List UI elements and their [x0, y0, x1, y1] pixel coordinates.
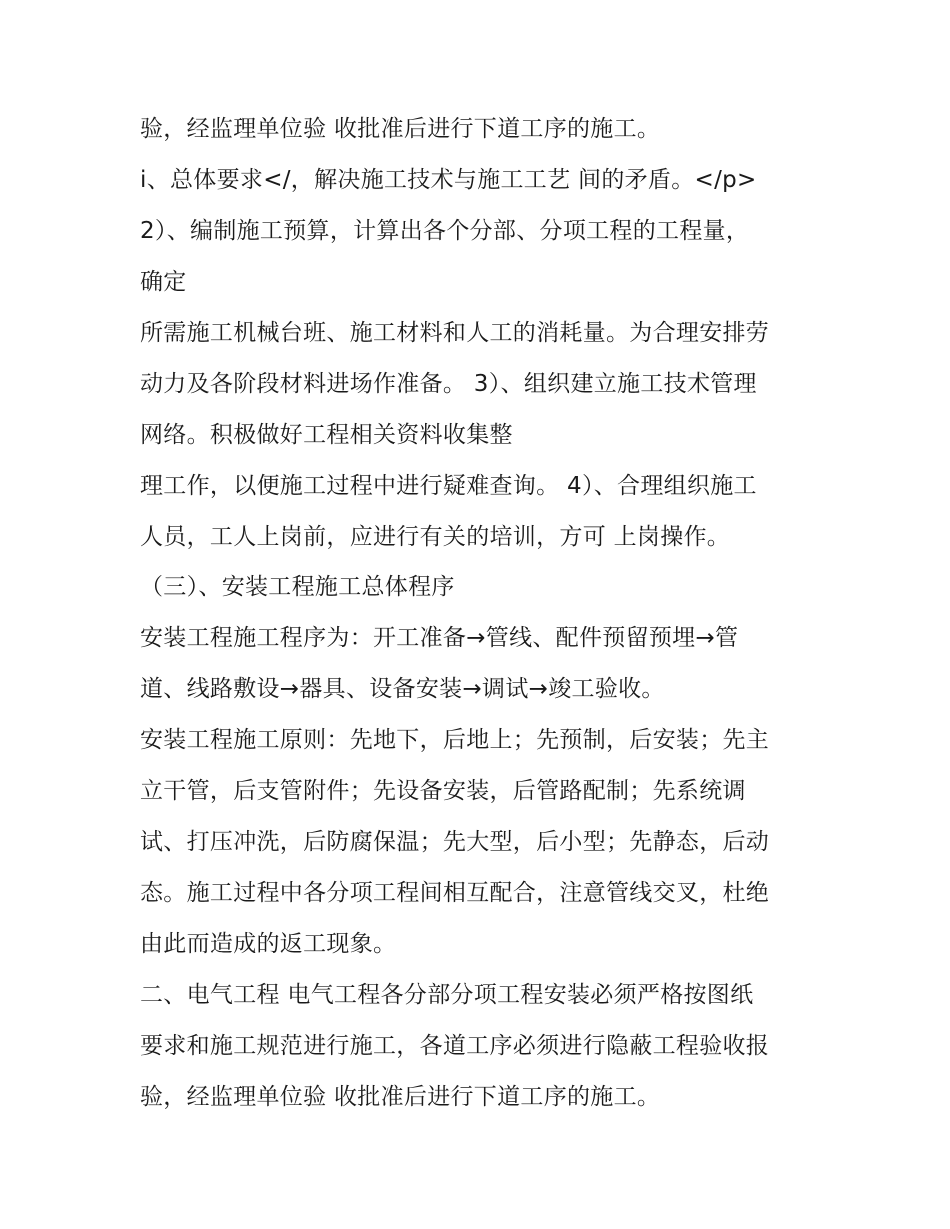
text-line: 验，经监理单位验 收批准后进行下道工序的施工。: [140, 116, 661, 142]
text-line: 安装工程施工程序为：开工准备→管线、配件预留预埋→管: [140, 625, 739, 651]
section-heading: （三）、安装工程施工总体程序: [140, 574, 455, 600]
text-line: 人员，工人上岗前，应进行有关的培训，方可 上岗操作。: [140, 524, 731, 550]
text-line: 态。施工过程中各分项工程间相互配合，注意管线交叉，杜绝: [140, 880, 770, 906]
text-line: 动力及各阶段材料进场作准备。 3）、组织建立施工技术管理: [140, 371, 757, 397]
text-line: 确定: [140, 269, 187, 295]
text-line: 理工作，以便施工过程中进行疑难查询。 4）、合理组织施工: [140, 473, 757, 499]
text-line: 要求和施工规范进行施工，各道工序必须进行隐蔽工程验收报: [140, 1033, 770, 1059]
text-line: 所需施工机械台班、施工材料和人工的消耗量。为合理安排劳: [140, 320, 770, 346]
text-line: 安装工程施工原则：先地下，后地上；先预制，后安装；先主: [140, 727, 770, 753]
text-line: i、总体要求</，解决施工技术与施工工艺 间的矛盾。</p>: [140, 167, 757, 193]
text-line: 二、电气工程 电气工程各分部分项工程安装必须严格按图纸: [140, 982, 754, 1008]
text-line: 验，经监理单位验 收批准后进行下道工序的施工。: [140, 1084, 661, 1110]
text-line: 由此而造成的返工现象。: [140, 931, 397, 957]
text-line: 试、打压冲洗，后防腐保温；先大型，后小型；先静态，后动: [140, 829, 770, 855]
text-line: 立干管，后支管附件；先设备安装，后管路配制；先系统调: [140, 778, 746, 804]
text-line: 2）、编制施工预算，计算出各个分部、分项工程的工程量，: [140, 218, 750, 244]
text-line: 网络。积极做好工程相关资料收集整: [140, 422, 513, 448]
text-line: 道、线路敷设→器具、设备安装→调试→竣工验收。: [140, 676, 665, 702]
